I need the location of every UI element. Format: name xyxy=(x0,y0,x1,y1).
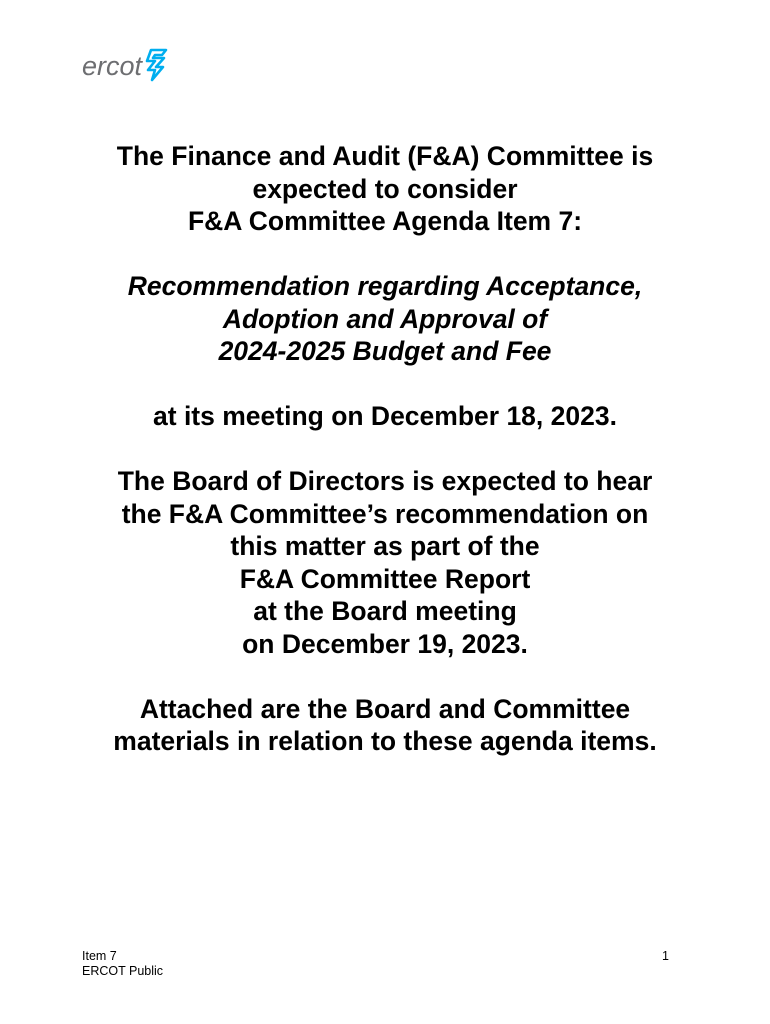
footer-item-label: Item 7 xyxy=(82,949,117,963)
board-notice-line: the F&A Committee’s recommendation on xyxy=(121,498,649,529)
board-notice-paragraph xyxy=(60,465,710,660)
intro-line: expected to consider xyxy=(252,173,518,204)
ercot-logo xyxy=(82,46,170,86)
item-title-line: Recommendation regarding Acceptance, xyxy=(127,271,643,301)
intro-line: F&A Committee Agenda Item 7: xyxy=(187,206,583,236)
board-notice-line: at the Board meeting xyxy=(253,596,517,626)
page-number: 1 xyxy=(662,949,669,963)
item-title-line: Adoption and Approval of xyxy=(222,303,548,334)
attachment-note-line: materials in relation to these agenda items. xyxy=(113,726,657,756)
footer-classification: ERCOT Public xyxy=(82,964,164,978)
item-title-line: 2024-2025 Budget and Fee xyxy=(218,336,552,366)
attachment-note-paragraph xyxy=(60,693,710,758)
committee-meeting-paragraph xyxy=(60,400,710,433)
board-notice-line: on December 19, 2023. xyxy=(242,628,528,659)
ercot-lightning-mark-icon xyxy=(144,48,170,82)
intro-paragraph xyxy=(60,140,710,238)
attachment-note-line: Attached are the Board and Committee xyxy=(139,693,631,724)
logo-wordmark: ercot xyxy=(82,50,143,81)
board-notice-line: The Board of Directors is expected to hear xyxy=(117,466,653,496)
committee-meeting-line: at its meeting on December 18, 2023. xyxy=(153,401,617,431)
board-notice-line: this matter as part of the xyxy=(230,531,540,561)
notice-content xyxy=(60,140,710,758)
board-notice-line: F&A Committee Report xyxy=(239,563,531,594)
agenda-item-title xyxy=(60,270,710,368)
page-footer xyxy=(82,949,163,979)
intro-line: The Finance and Audit (F&A) Committee is xyxy=(116,141,654,171)
